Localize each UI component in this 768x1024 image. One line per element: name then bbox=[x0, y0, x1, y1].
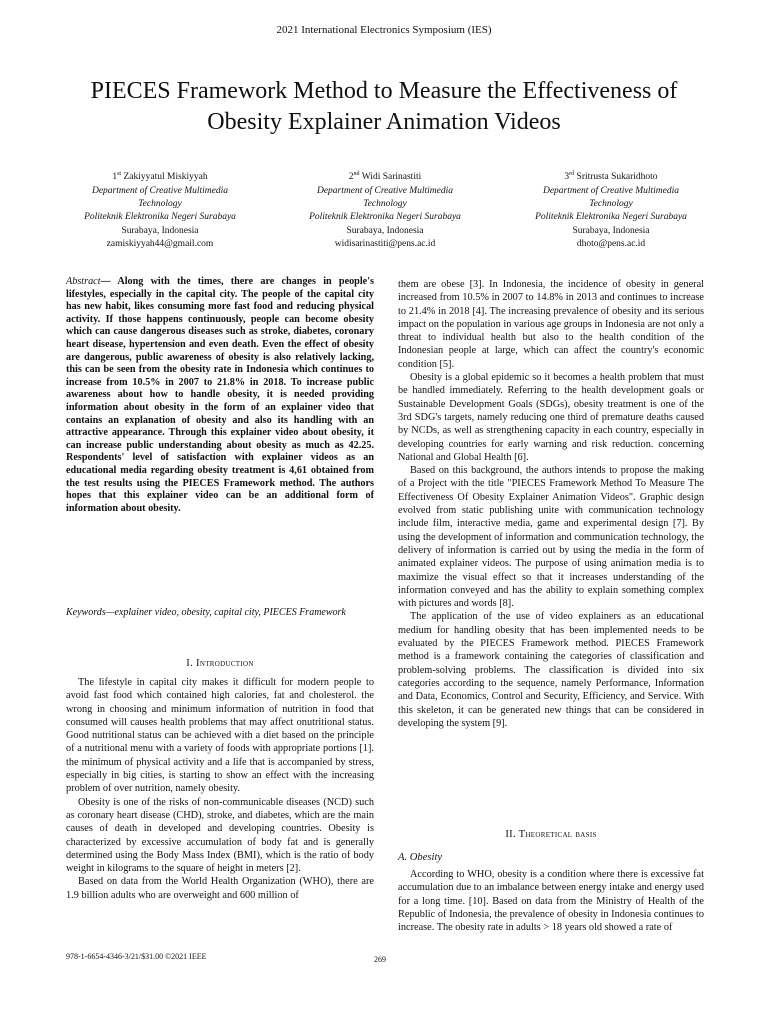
paragraph: Obesity is a global epidemic so it becomes a health problem that must be handled immediately. Referring to the health development goals or Sustainable Development Goals (SDGs), obesity treatment is one of the 3rd SDG's targets, namely reducing one third of premature deaths caused by NCDs, as well as strengthening capacity in each country, especially in developing countries for early warning and risk reduction. concerning National and Global Health [6]. bbox=[398, 372, 704, 463]
author-order-suffix: st bbox=[117, 171, 122, 177]
conference-header: 2021 International Electronics Symposium (IES) bbox=[276, 24, 492, 36]
page-number: 269 bbox=[374, 955, 386, 964]
author-department: Department of Creative Multimedia bbox=[316, 185, 454, 196]
author-order: 1 bbox=[112, 172, 118, 183]
introduction-body bbox=[66, 676, 374, 902]
author-location: Surabaya, Indonesia bbox=[121, 225, 199, 236]
author-institution: Politeknik Elektronika Negeri Surabaya bbox=[535, 212, 687, 223]
section-heading-introduction: I. Introduction bbox=[186, 658, 254, 669]
author-institution: Politeknik Elektronika Negeri Surabaya bbox=[84, 212, 236, 223]
author-institution: Politeknik Elektronika Negeri Surabaya bbox=[309, 212, 461, 223]
author-name: Sritrusta Sukaridhoto bbox=[576, 172, 658, 183]
author-department-2: Technology bbox=[589, 198, 633, 209]
author-location: Surabaya, Indonesia bbox=[572, 225, 650, 236]
paragraph: Based on this background, the authors intends to propose the making of a Project with the title "PIECES Framework Method To Measure The Effectiveness Of Obesity Explainer Animation Videos". Graphic design evolved from static publishing unite with communication technology include film, interactive media, game and experimental design [7]. By using the development of information and communication technology, the delivery of information is carried out by using the media in the form of animated explainer videos. The purpose of using animation media is to maximize the visual effect so that it increases understanding of the information conveyed and has the ability to explain something complex with pictures and words [8]. bbox=[398, 465, 704, 610]
abstract-text: — Along with the times, there are changes in people's lifestyles, especially in the capital city. The people of the capital city has new habit, likes consuming more fast food and reducing physical activity. If those happens continuously, people can become obesity which can cause dangerous diseases such as stroke, diabetes, coronary heart disease, hypertension and even death. Even the effect of obesity are dangerous, public awareness of obesity is also relatively lacking, this can be seen from the obesity rate in Indonesia which continues to increase from 10.5% in 2007 to 21.8% in 2018. To increase public awareness about how to handle obesity, it is needed providing information about obesity in the form of an explainer video that contains an explanation of obesity and also its handling with an attractive appearance. Through this explainer video about obesity, it can increase public understanding about obesity as much as 42.25. Respondents' level of satisfaction with explainer videos as an educational media regarding obesity treatment is 4,61 obtained from the test results using the PIECES Framework method. The authors hopes that this explainer video can be an additional form of information about obesity. bbox=[66, 276, 374, 514]
author-block-2 bbox=[270, 168, 500, 252]
author-order: 3 bbox=[564, 172, 570, 183]
subsection-heading-obesity: A. Obesity bbox=[398, 852, 443, 863]
paragraph: them are obese [3]. In Indonesia, the incidence of obesity in general increased from 10.5% in 2007 to 14.8% in 2013 and continues to increase to 21.4% in 2018 [4]. The increasing prevalence of obesity and its serious impact on the population in various age groups in Indonesia are not only a threat to individual health but also to the health condition of the Indonesian people at large, which can affect the country's economic condition [5]. bbox=[398, 279, 704, 370]
author-location: Surabaya, Indonesia bbox=[346, 225, 424, 236]
author-department: Department of Creative Multimedia bbox=[91, 185, 229, 196]
right-column-body bbox=[398, 278, 704, 730]
paper-title bbox=[40, 76, 728, 138]
author-name: Widi Sarinastiti bbox=[361, 172, 422, 183]
author-email[interactable]: zamiskiyyah44@gmail.com bbox=[106, 239, 214, 250]
author-department: Department of Creative Multimedia bbox=[542, 185, 680, 196]
paragraph: According to WHO, obesity is a condition where there is excessive fat accumulation due to an imbalance between energy intake and energy used for a long time. [10]. Based on data from the Ministry of Health of the Republic of Indonesia, the prevalence of obesity in Indonesia continues to increase. The obesity rate in adults > 18 years old showed a rate of bbox=[398, 869, 704, 934]
author-email[interactable]: dhoto@pens.ac.id bbox=[576, 239, 646, 250]
author-email[interactable]: widisarinastiti@pens.ac.id bbox=[334, 239, 436, 250]
paragraph: The lifestyle in capital city makes it difficult for modern people to avoid fast food which contained high calories, fat and cholesterol. the wrong in choosing and minimum information of nutrition in food that consumed will causes health problems that may affect onutritional status. Good nutritional status can be achieved with a diet based on the principle of a nutritional menu with a variety of foods with appropriate portions [1]. the minimum of physical activity and a life that is accompanied by stress, especially in big cities, is starting to show an effect with the increasing problem of over nutrition, namely obesity. bbox=[66, 677, 374, 795]
author-department-2: Technology bbox=[363, 198, 407, 209]
paper-title-line-2: Obesity Explainer Animation Videos bbox=[207, 109, 561, 135]
author-order-suffix: nd bbox=[353, 171, 360, 177]
keywords: Keywords—explainer video, obesity, capital city, PIECES Framework bbox=[66, 607, 346, 618]
author-order: 2 bbox=[348, 172, 354, 183]
copyright-footer: 978-1-6654-4346-3/21/$31.00 ©2021 IEEE bbox=[66, 952, 207, 961]
author-department-2: Technology bbox=[138, 198, 182, 209]
author-block-1 bbox=[45, 168, 275, 252]
paragraph: The application of the use of video explainers as an educational medium for handling obesity that has been implemented needs to be evaluated by the PIECES Framework method. PIECES Framework method is a framework containing the categories of classification and problem-solving problems. The classification is divided into six categories according to the sequence, namely Performance, Information and Data, Economics, Control and Security, Efficiency, and Service. With this skeleton, it can be generated new things that can be considered in developing the system [9]. bbox=[398, 611, 704, 729]
abstract bbox=[66, 276, 374, 515]
abstract-label: Abstract bbox=[66, 276, 101, 287]
section-heading-theoretical-basis: II. Theoretical basis bbox=[505, 829, 597, 840]
paragraph: Obesity is one of the risks of non-communicable diseases (NCD) such as coronary heart disease (CHD), stroke, and diabetes, which are the main causes of death in developed and developing countries. Obesity is characterized by excessive accumulation of body fat and is generally determined using the Body Mass Index (BMI), which is the ratio of body weight in kilograms to the square of height in meters [2]. bbox=[66, 796, 374, 875]
author-name: Zakiyyatul Miskiyyah bbox=[123, 172, 208, 183]
author-order-suffix: rd bbox=[569, 171, 575, 177]
paper-title-line-1: PIECES Framework Method to Measure the Effectiveness of bbox=[90, 78, 678, 104]
author-block-3 bbox=[496, 168, 726, 252]
paragraph: Based on data from the World Health Organization (WHO), there are 1.9 billion adults who are overweight and 600 million of bbox=[66, 876, 374, 901]
theory-body bbox=[398, 868, 704, 934]
